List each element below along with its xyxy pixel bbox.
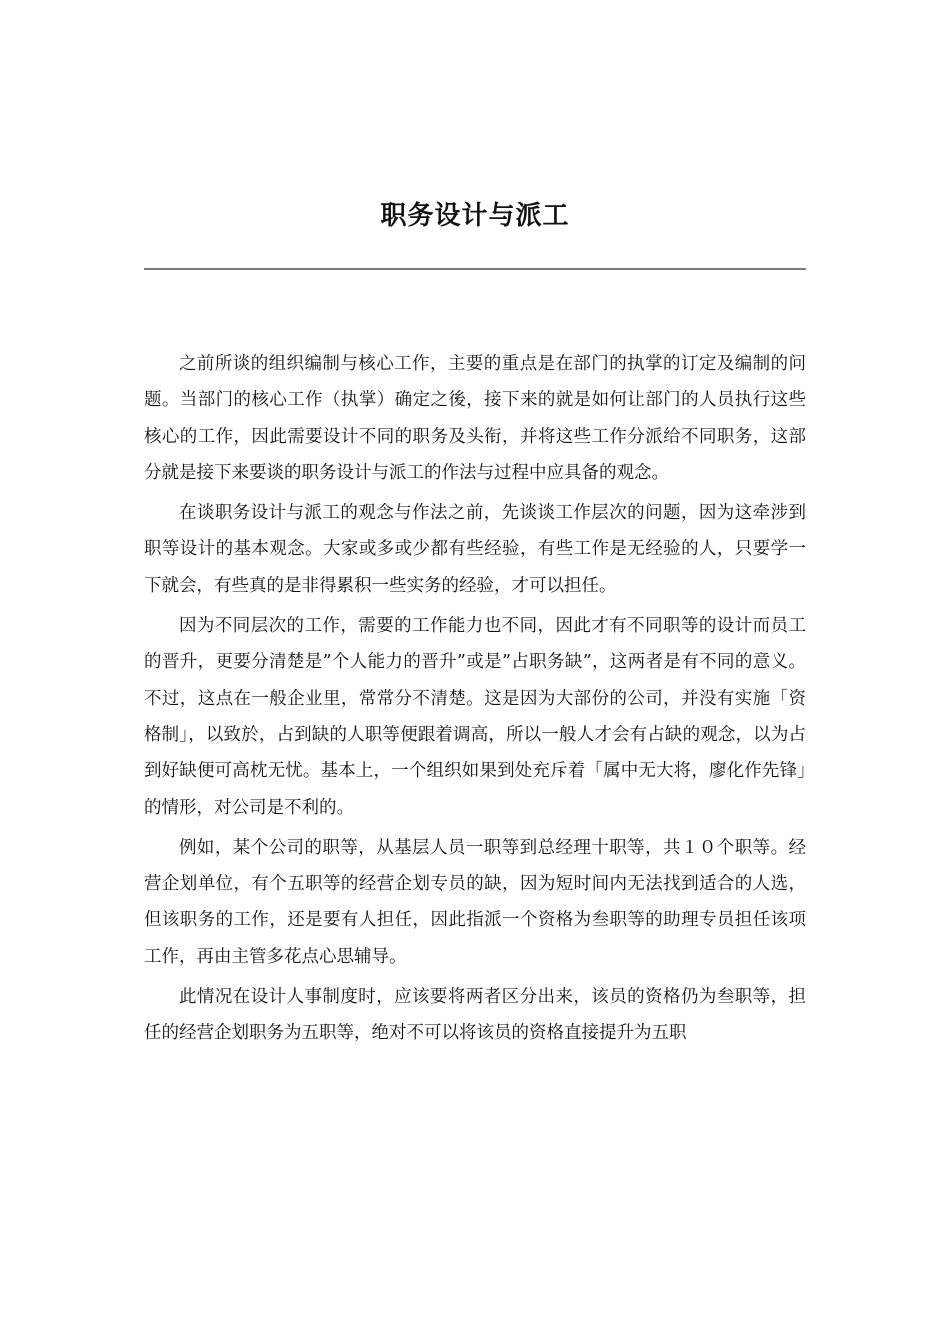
paragraph-4: 例如，某个公司的职等，从基层人员一职等到总经理十职等，共１０个职等。经营企划单位，有个五职等的经营企划专员的缺，因为短时间内无法找到适合的人选，但该职务的工作，还是要有人担任，因此指派一个资格为叁职等的助理专员担任该项工作，再由主管多花点心思辅导。 xyxy=(144,837,806,967)
title-divider xyxy=(144,268,806,270)
paragraph-5: 此情况在设计人事制度时，应该要将两者区分出来，该员的资格仍为叁职等，担任的经营企划职务为五职等，绝对不可以将该员的资格直接提升为五职 xyxy=(144,987,806,1044)
document-body xyxy=(144,346,806,1056)
paragraph-3: 因为不同层次的工作，需要的工作能力也不同，因此才有不同职等的设计而员工的晋升，更要分清楚是”个人能力的晋升”或是”占职务缺”，这两者是有不同的意义。不过，这点在一般企业里，常常分不清楚。这是因为大部份的公司，并没有实施「资格制」，以致於，占到缺的人职等便跟着调高，所以一般人才会有占缺的观念，以为占到好缺便可高枕无忧。基本上，一个组织如果到处充斥着「属中无大将，廖化作先锋」的情形，对公司是不利的。 xyxy=(144,616,806,818)
paragraph-1: 之前所谈的组织编制与核心工作，主要的重点是在部门的执掌的订定及编制的问题。当部门的核心工作（执掌）确定之後，接下来的就是如何让部门的人员执行这些核心的工作，因此需要设计不同的职务及头衔，并将这些工作分派给不同职务，这部分就是接下来要谈的职务设计与派工的作法与过程中应具备的观念。 xyxy=(144,354,806,483)
page-title: 职务设计与派工 xyxy=(380,201,570,231)
paragraph-2: 在谈职务设计与派工的观念与作法之前，先谈谈工作层次的问题，因为这牵涉到职等设计的基本观念。大家或多或少都有些经验，有些工作是无经验的人，只要学一下就会，有些真的是非得累积一些实务的经验，才可以担任。 xyxy=(144,503,806,596)
